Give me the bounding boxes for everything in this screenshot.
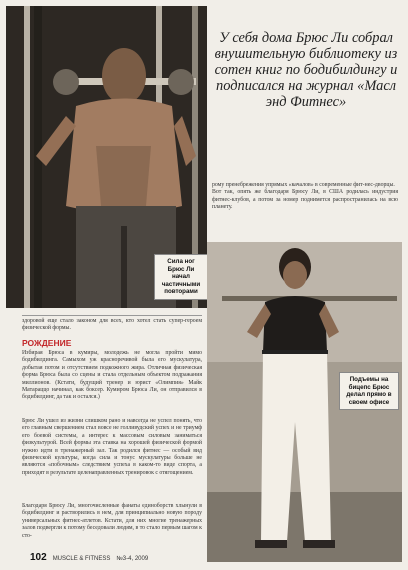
pull-quote: У себя дома Брюс Ли собрал внушительную библиотеку из сотен книг по бодибилдингу и подписался на журнал «Масл энд Фитнес» (214, 30, 398, 110)
divider (22, 315, 202, 316)
page-footer (30, 552, 148, 563)
left-intro-text: здоровой еще стало законом для всех, кто хотел стать супер-героем физической формы. (22, 318, 202, 332)
issue-number: №3-4, 2009 (116, 556, 149, 562)
photo-bruce-lee-rack (6, 6, 207, 308)
photo2-caption: Подъемы на бицепс Брюс делал прямо в своем офисе (339, 372, 399, 410)
paragraph-1: Избирая Брюса в кумиры, молодежь не могла пройти мимо бодибилдинга. Самыхом уж красноречивой была его мускулатура, добытая потом и отсутствием подкожного жира. Отличная физическая форма Брюса была со сцены и стала отдельным объектом подражания миллионов. (Кстати, будущий тренер и юрист «Олимпия» Майк Матараццо начинал, как боксер. Кумиром Брюса Ли, он отправился в бодибилдинг, да так и остался.) (22, 350, 202, 401)
right-column-text: рому пренебрежения упрямых «качалов» в современные фит-нес-дворцы. Вот так, опять же благодаря Брюсу Ли, в США родилась индустрия фитнес-клубов, а потом за номер поднимется распространилась на всю планету. (212, 182, 398, 211)
paragraph-2: Брюс Ли ушел из жизни слишком рано и навсегда не успел понять, что его главным свершением стал вовсе не голливудский успех и не триумф его боевой системы, а интерес к массовым силовым заниматься физкультурой. Всей формы эта ставка на хорошей физической формой нужно идти в тренажерный зал. Так родился фитнес — особый вид физической культуры, когда сила и тонус мускулатуры больше не являются «побочным» следствием успеха в каком-то виде спорта, а приходят в результате целенаправленных тренировок с отягощением. (22, 418, 202, 476)
photo1-caption: Сила ног Брюс Ли начал частичными повторами (154, 254, 207, 300)
page-number: 102 (30, 552, 47, 563)
magazine-name: MUSCLE & FITNESS (52, 556, 111, 562)
photo-bruce-lee-curl (207, 242, 402, 562)
section-heading: РОЖДЕНИЕ (22, 338, 72, 348)
paragraph-3: Благодаря Брюсу Ли, многочисленные фанаты единоборств хлынули в бодибилдинг и растворились в нем, для принципиально новую породу универсальных фитнес-атлетов. Кстати, для них многие тренажерных залов подвергли к потому беседовали людям, в то стало первым шагом к сто- (22, 503, 202, 539)
